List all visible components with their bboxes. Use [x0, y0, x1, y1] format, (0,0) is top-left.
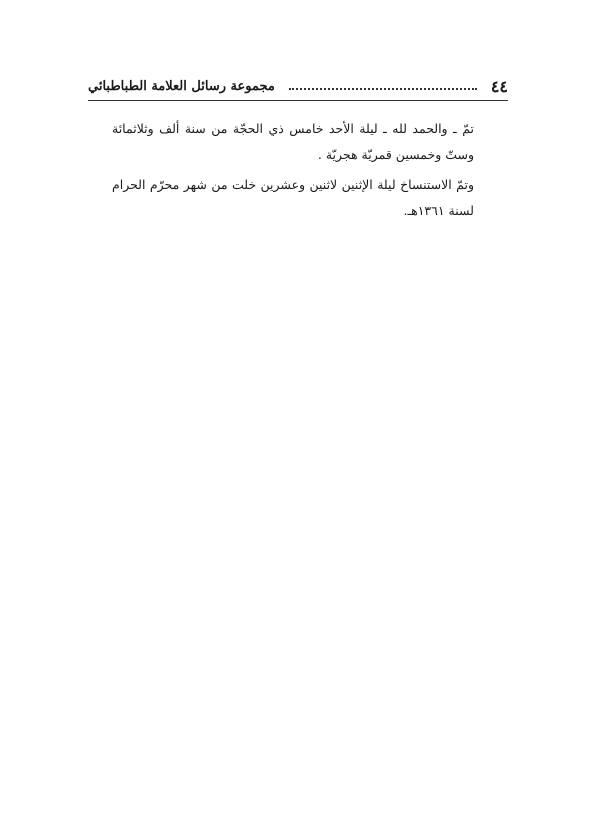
running-header: [88, 74, 508, 101]
colophon-paragraph-transcription: وتمّ الاستنساخ ليلة الإثنين لاثنين وعشرين خلت من شهر محرّم الحرام لسنة ١٣٦١هـ.: [112, 177, 474, 218]
dotted-leader: [289, 74, 477, 90]
page-number: ٤٤: [490, 76, 508, 96]
colophon-paragraph-completion: تمّ ـ والحمد لله ـ ليلة الأحد خامس ذي الحجّة من سنة ألف وثلاثمائة وستّ وخمسين قمريّة هجريّة .: [112, 121, 474, 162]
running-title: مجموعة رسائل العلامة الطباطبائي: [88, 78, 275, 94]
colophon-text: [112, 116, 474, 228]
